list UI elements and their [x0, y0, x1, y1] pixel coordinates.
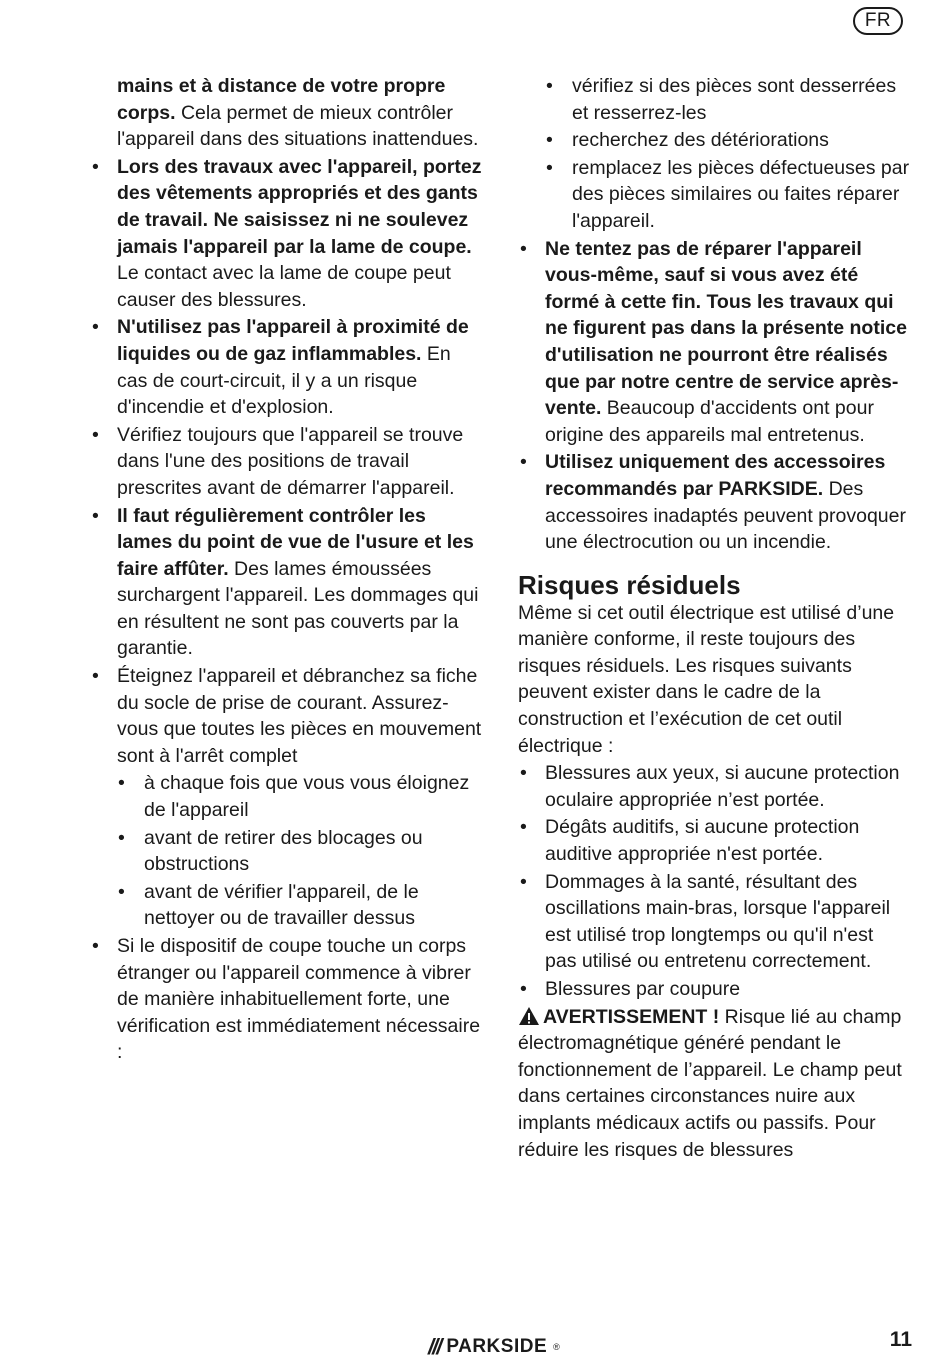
- bullet-icon: •: [546, 75, 553, 97]
- continued-paragraph: [90, 73, 482, 153]
- body-text: remplacez les pièces défectueuses par des pièces similaires ou faites réparer l'appareil.: [572, 156, 910, 232]
- bullet-icon: •: [520, 451, 527, 474]
- body-text: En cas de court-circuit, il y a un risque d'incendie et d'explosion.: [117, 342, 451, 419]
- list-item: [90, 314, 482, 420]
- right-column: [518, 73, 910, 1164]
- warning-label: AVERTISSEMENT !: [543, 1005, 720, 1028]
- bold-text: N'utilisez pas l'appareil à proximité de liquides ou de gaz inflammables.: [117, 316, 469, 365]
- brand-name: PARKSIDE: [446, 1335, 548, 1357]
- body-text: avant de retirer des blocages ou obstructions: [144, 826, 423, 876]
- bullet-icon: •: [92, 504, 99, 527]
- list-item: [90, 663, 482, 769]
- body-text: à chaque fois que vous vous éloignez de l'appareil: [144, 772, 470, 822]
- list-item: [90, 933, 482, 1066]
- bullet-icon: •: [118, 880, 125, 903]
- body-text: avant de vérifier l'appareil, de le nettoyer ou de travailler dessus: [144, 880, 419, 930]
- sub-list-item: [90, 825, 482, 878]
- body-text: Cela permet de mieux contrôler l'appareil dans des situations inattendues.: [117, 101, 479, 151]
- list-item: [518, 236, 910, 449]
- page-number: 11: [889, 1328, 912, 1351]
- sub-list-item: [518, 73, 910, 126]
- bullet-icon: •: [92, 316, 99, 339]
- bullet-icon: •: [546, 129, 553, 152]
- body-text: Beaucoup d'accidents ont pour origine des appareils mal entretenus.: [545, 397, 874, 446]
- warning-paragraph: [518, 1004, 910, 1164]
- list-item: [518, 449, 910, 555]
- body-text: Blessures aux yeux, si aucune protection oculaire appropriée n’est portée.: [545, 762, 900, 811]
- body-text: Éteignez l'appareil et débranchez sa fiche du socle de prise de courant. Assurez-vous que toutes les pièces en mouvement sont à l'arrêt complet: [117, 665, 482, 767]
- sub-list-item: [518, 155, 910, 235]
- list-item: [518, 976, 910, 1003]
- bullet-icon: •: [520, 762, 527, 785]
- brand-mark-icon: ///: [428, 1333, 441, 1359]
- warning-triangle-icon: [518, 1006, 540, 1026]
- body-text: Dommages à la santé, résultant des oscillations main-bras, lorsque l'appareil est utilisé trop longtemps ou qu'il n'est pas utilisé ou entretenu correctement.: [545, 870, 891, 973]
- section-intro: Même si cet outil électrique est utilisé d’une manière conforme, il reste toujours des risques résiduels. Les risques suivants peuvent exister dans le cadre de la construction et l’exécution de cet outil électrique :: [518, 601, 895, 757]
- bullet-icon: •: [546, 156, 553, 179]
- body-text: vérifiez si des pièces sont desserrées et resserrez-les: [572, 75, 897, 124]
- language-badge: FR: [853, 7, 903, 35]
- bullet-icon: •: [92, 935, 99, 957]
- brand-logo: [428, 1335, 560, 1359]
- bold-text: mains et à distance de votre propre corps.: [117, 75, 446, 124]
- bullet-icon: •: [520, 870, 527, 893]
- list-item: [90, 503, 482, 663]
- list-item: [518, 760, 910, 813]
- bullet-icon: •: [520, 816, 527, 839]
- body-text: Le contact avec la lame de coupe peut causer des blessures.: [117, 262, 451, 311]
- sub-list-item: [518, 127, 910, 154]
- body-text: Si le dispositif de coupe touche un corps étranger ou l'appareil commence à vibrer de manière inhabituellement forte, une vérification est immédiatement nécessaire :: [117, 935, 481, 1064]
- bullet-icon: •: [118, 772, 125, 795]
- body-text: Vérifiez toujours que l'appareil se trouve dans l'une des positions de travail prescrites avant de démarrer l'appareil.: [117, 423, 464, 499]
- sub-list-item: [90, 770, 482, 823]
- list-item: [90, 422, 482, 502]
- list-item: [90, 154, 482, 314]
- section-title: Risques résiduels: [518, 569, 741, 600]
- body-text: recherchez des détériorations: [572, 129, 829, 152]
- registered-mark: ®: [553, 1341, 560, 1352]
- body-text: Des lames émoussées surchargent l'appareil. Les dommages qui en résultent ne sont pas couverts par la garantie.: [117, 557, 479, 660]
- body-text: Des accessoires inadaptés peuvent provoquer une électrocution ou un incendie.: [545, 477, 906, 554]
- left-column: [90, 73, 482, 1067]
- bold-text: Lors des travaux avec l'appareil, portez des vêtements appropriés et des gants de travail. Ne saisissez ni ne soulevez jamais l'appareil par la lame de coupe.: [117, 155, 482, 258]
- bullet-icon: •: [520, 237, 527, 260]
- bullet-icon: •: [92, 423, 99, 446]
- bullet-icon: •: [118, 826, 125, 849]
- list-item: [518, 869, 910, 975]
- list-item: [518, 814, 910, 867]
- sub-list-item: [90, 879, 482, 932]
- body-text: Blessures par coupure: [545, 978, 741, 1000]
- bold-text: Ne tentez pas de réparer l'appareil vous-même, sauf si vous avez été formé à cette fin. Tous les travaux qui ne figurent pas dans la présente notice d'utilisation ne pourront être réalisés que par notre centre de service après-vente.: [545, 237, 907, 420]
- bullet-icon: •: [92, 155, 99, 178]
- bullet-icon: •: [520, 978, 527, 1000]
- bullet-icon: •: [92, 665, 99, 688]
- bold-text: Il faut régulièrement contrôler les lames du point de vue de l'usure et les faire affûter.: [117, 504, 474, 580]
- body-text: Risque lié au champ électromagnétique généré pendant le fonctionnement de l’appareil. Le champ peut dans certaines circonstances nuire aux implants médicaux actifs ou passifs. Pour réduire les risques de blessures: [518, 1005, 902, 1161]
- body-text: Dégâts auditifs, si aucune protection auditive appropriée n'est portée.: [545, 816, 860, 866]
- bold-text: Utilisez uniquement des accessoires recommandés par PARKSIDE.: [545, 451, 886, 500]
